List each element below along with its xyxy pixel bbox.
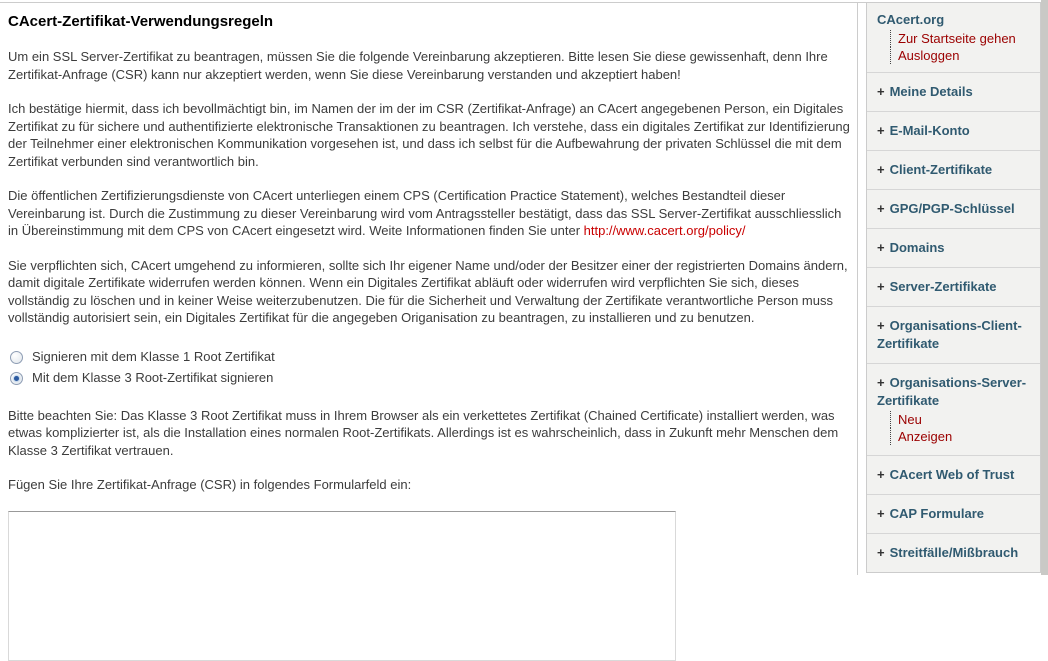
- sidebar-item-label: GPG/PGP-Schlüssel: [889, 201, 1015, 216]
- expand-plus-icon: +: [877, 162, 885, 177]
- sidebar-item-label: Meine Details: [889, 84, 973, 99]
- sidebar-item-label: Domains: [889, 240, 945, 255]
- vertical-scrollbar[interactable]: [1041, 0, 1048, 575]
- class1-radio-label: Signieren mit dem Klasse 1 Root Zertifikat: [32, 349, 275, 365]
- cps-paragraph-text: Die öffentlichen Zertifizierungsdienste von CAcert unterliegen einem CPS (Certification Practice Statement), welches Bestandteil dieser Vereinbarung ist. Durch die Zustimmung zu dieser Vereinbarung wird vom Antragssteller bestätigt, dass das SSL Server-Zertifikat ausschliesslich in Übereinstimmung mit dem CPS von CAcert eingesetzt wird. Weite Informationen finden Sie unter: [8, 188, 842, 238]
- class3-radio-button[interactable]: [10, 372, 23, 385]
- logout-link[interactable]: Ausloggen: [890, 47, 1034, 64]
- expand-plus-icon: +: [877, 201, 885, 216]
- policy-link[interactable]: http://www.cacert.org/policy/: [583, 223, 746, 238]
- sidebar-item-home: [867, 3, 1040, 73]
- sidebar-item-label: Organisations-Client-Zertifikate: [877, 318, 1022, 351]
- root-cert-radio-group: [8, 347, 851, 389]
- obligation-paragraph: Sie verpflichten sich, CAcert umgehend zu informieren, sollte sich Ihr eigener Name und/oder der Besitzer einer der registrierten Domains ändern, damit digitale Zertifikate widerrufen werden können. Wenn ein Digitales Zertifikat abläuft oder widerrufen wird verpflichten Sie sich, dieses vollständig zu löschen und in keiner Weise weiterzubenutzen. Die für die Sicherheit und Verwaltung der Zertifikate verantwortliche Person muss vollständig autorisiert sein, ein Digitales Zertifikat für die angegeben Origanisation zu beantragen, zu installieren und zu benutzen.: [8, 257, 848, 325]
- expand-plus-icon: +: [877, 506, 885, 521]
- expand-plus-icon: +: [877, 545, 885, 560]
- class1-radio-button[interactable]: [10, 351, 23, 364]
- sidebar-item-client-zertifikate[interactable]: [867, 151, 1040, 190]
- sidebar-item-cap-formulare[interactable]: [867, 495, 1040, 534]
- expand-plus-icon: +: [877, 84, 885, 99]
- go-to-homepage-link[interactable]: Zur Startseite gehen: [890, 30, 1034, 47]
- sidebar-item-meine-details[interactable]: [867, 73, 1040, 112]
- page-title: CAcert-Zertifikat-Verwendungsregeln: [8, 13, 274, 30]
- class3-note-paragraph: Bitte beachten Sie: Das Klasse 3 Root Zertifikat muss in Ihrem Browser als ein verkettetes Zertifikat (Chained Certificate) installiert werden, was etwas komplizierter ist, als die Installation eines normalen Root-Zertifikats. Allerdings ist es wahrscheinlich, dass in Zukunft mehr Menschen dem Klasse 3 Zertifikat vertrauen.: [8, 407, 839, 458]
- intro-paragraph: Um ein SSL Server-Zertifikat zu beantragen, müssen Sie die folgende Vereinbarung akzeptieren. Bitte lesen Sie diese gewissenhaft, denn Ihre Zertifikat-Anfrage (CSR) kann nur akzeptiert werden, wenn Sie diese Vereinbarung verstanden und akzeptiert haben!: [8, 49, 828, 82]
- expand-plus-icon: +: [877, 318, 885, 333]
- sidebar-item-label: Server-Zertifikate: [889, 279, 997, 294]
- sidebar-item-organisations-client-zertifikate[interactable]: [867, 307, 1040, 364]
- sidebar-item-label: E-Mail-Konto: [889, 123, 970, 138]
- radio-row-class3: [8, 368, 851, 389]
- sidebar-item-cacert-web-of-trust[interactable]: [867, 456, 1040, 495]
- expand-plus-icon: +: [877, 375, 885, 390]
- sidebar-item-label: Client-Zertifikate: [889, 162, 993, 177]
- class3-radio-label: Mit dem Klasse 3 Root-Zertifikat signieren: [32, 370, 274, 386]
- sidebar-home-links: [890, 30, 1034, 64]
- authorization-paragraph: Ich bestätige hiermit, dass ich bevollmächtigt bin, im Namen der im der im CSR (Zertifikat-Anfrage) an CAcert angegebenen Person, ein Digitales Zertifikat zu für sichere und authentifizierte elektronische Transaktionen zu beantragen. Ich verstehe, dass ein digitales Zertifikat zur Identifizierung der Teilnehmer einer elektronischen Kommunikation vorgesehen ist, und dass ich selbst für die Aufbewahrung der privaten Schlüssel die mit dem Zertifikat verbunden sind verantwortlich bin.: [8, 101, 850, 169]
- sidebar-item-label: Organisations-Server-Zertifikate: [877, 375, 1027, 408]
- sidebar-item-label: CAcert Web of Trust: [889, 467, 1015, 482]
- sidebar-item-server-zertifikate[interactable]: [867, 268, 1040, 307]
- sidebar-item-gpg-pgp-schluessel[interactable]: [867, 190, 1040, 229]
- cps-paragraph: [8, 187, 851, 240]
- sidebar-home-title: CAcert.org: [877, 12, 945, 27]
- expand-plus-icon: +: [877, 467, 885, 482]
- radio-row-class1: [8, 347, 851, 368]
- main-content: [0, 3, 858, 575]
- org-server-cert-view-link[interactable]: Anzeigen: [890, 428, 1034, 445]
- expand-plus-icon: +: [877, 240, 885, 255]
- expand-plus-icon: +: [877, 123, 885, 138]
- sidebar-menu: [866, 2, 1041, 573]
- sidebar-item-streitfaelle-missbrauch[interactable]: [867, 534, 1040, 572]
- sidebar-org-server-links: [890, 411, 1034, 445]
- csr-input[interactable]: [8, 511, 676, 661]
- sidebar-item-email-konto[interactable]: [867, 112, 1040, 151]
- org-server-cert-new-link[interactable]: Neu: [890, 411, 1034, 428]
- sidebar-item-label: CAP Formulare: [889, 506, 984, 521]
- sidebar-item-organisations-server-zertifikate[interactable]: [867, 364, 1040, 456]
- sidebar-item-domains[interactable]: [867, 229, 1040, 268]
- csr-field-label: Fügen Sie Ihre Zertifikat-Anfrage (CSR) in folgendes Formularfeld ein:: [8, 477, 412, 492]
- sidebar-item-label: Streitfälle/Mißbrauch: [889, 545, 1019, 560]
- expand-plus-icon: +: [877, 279, 885, 294]
